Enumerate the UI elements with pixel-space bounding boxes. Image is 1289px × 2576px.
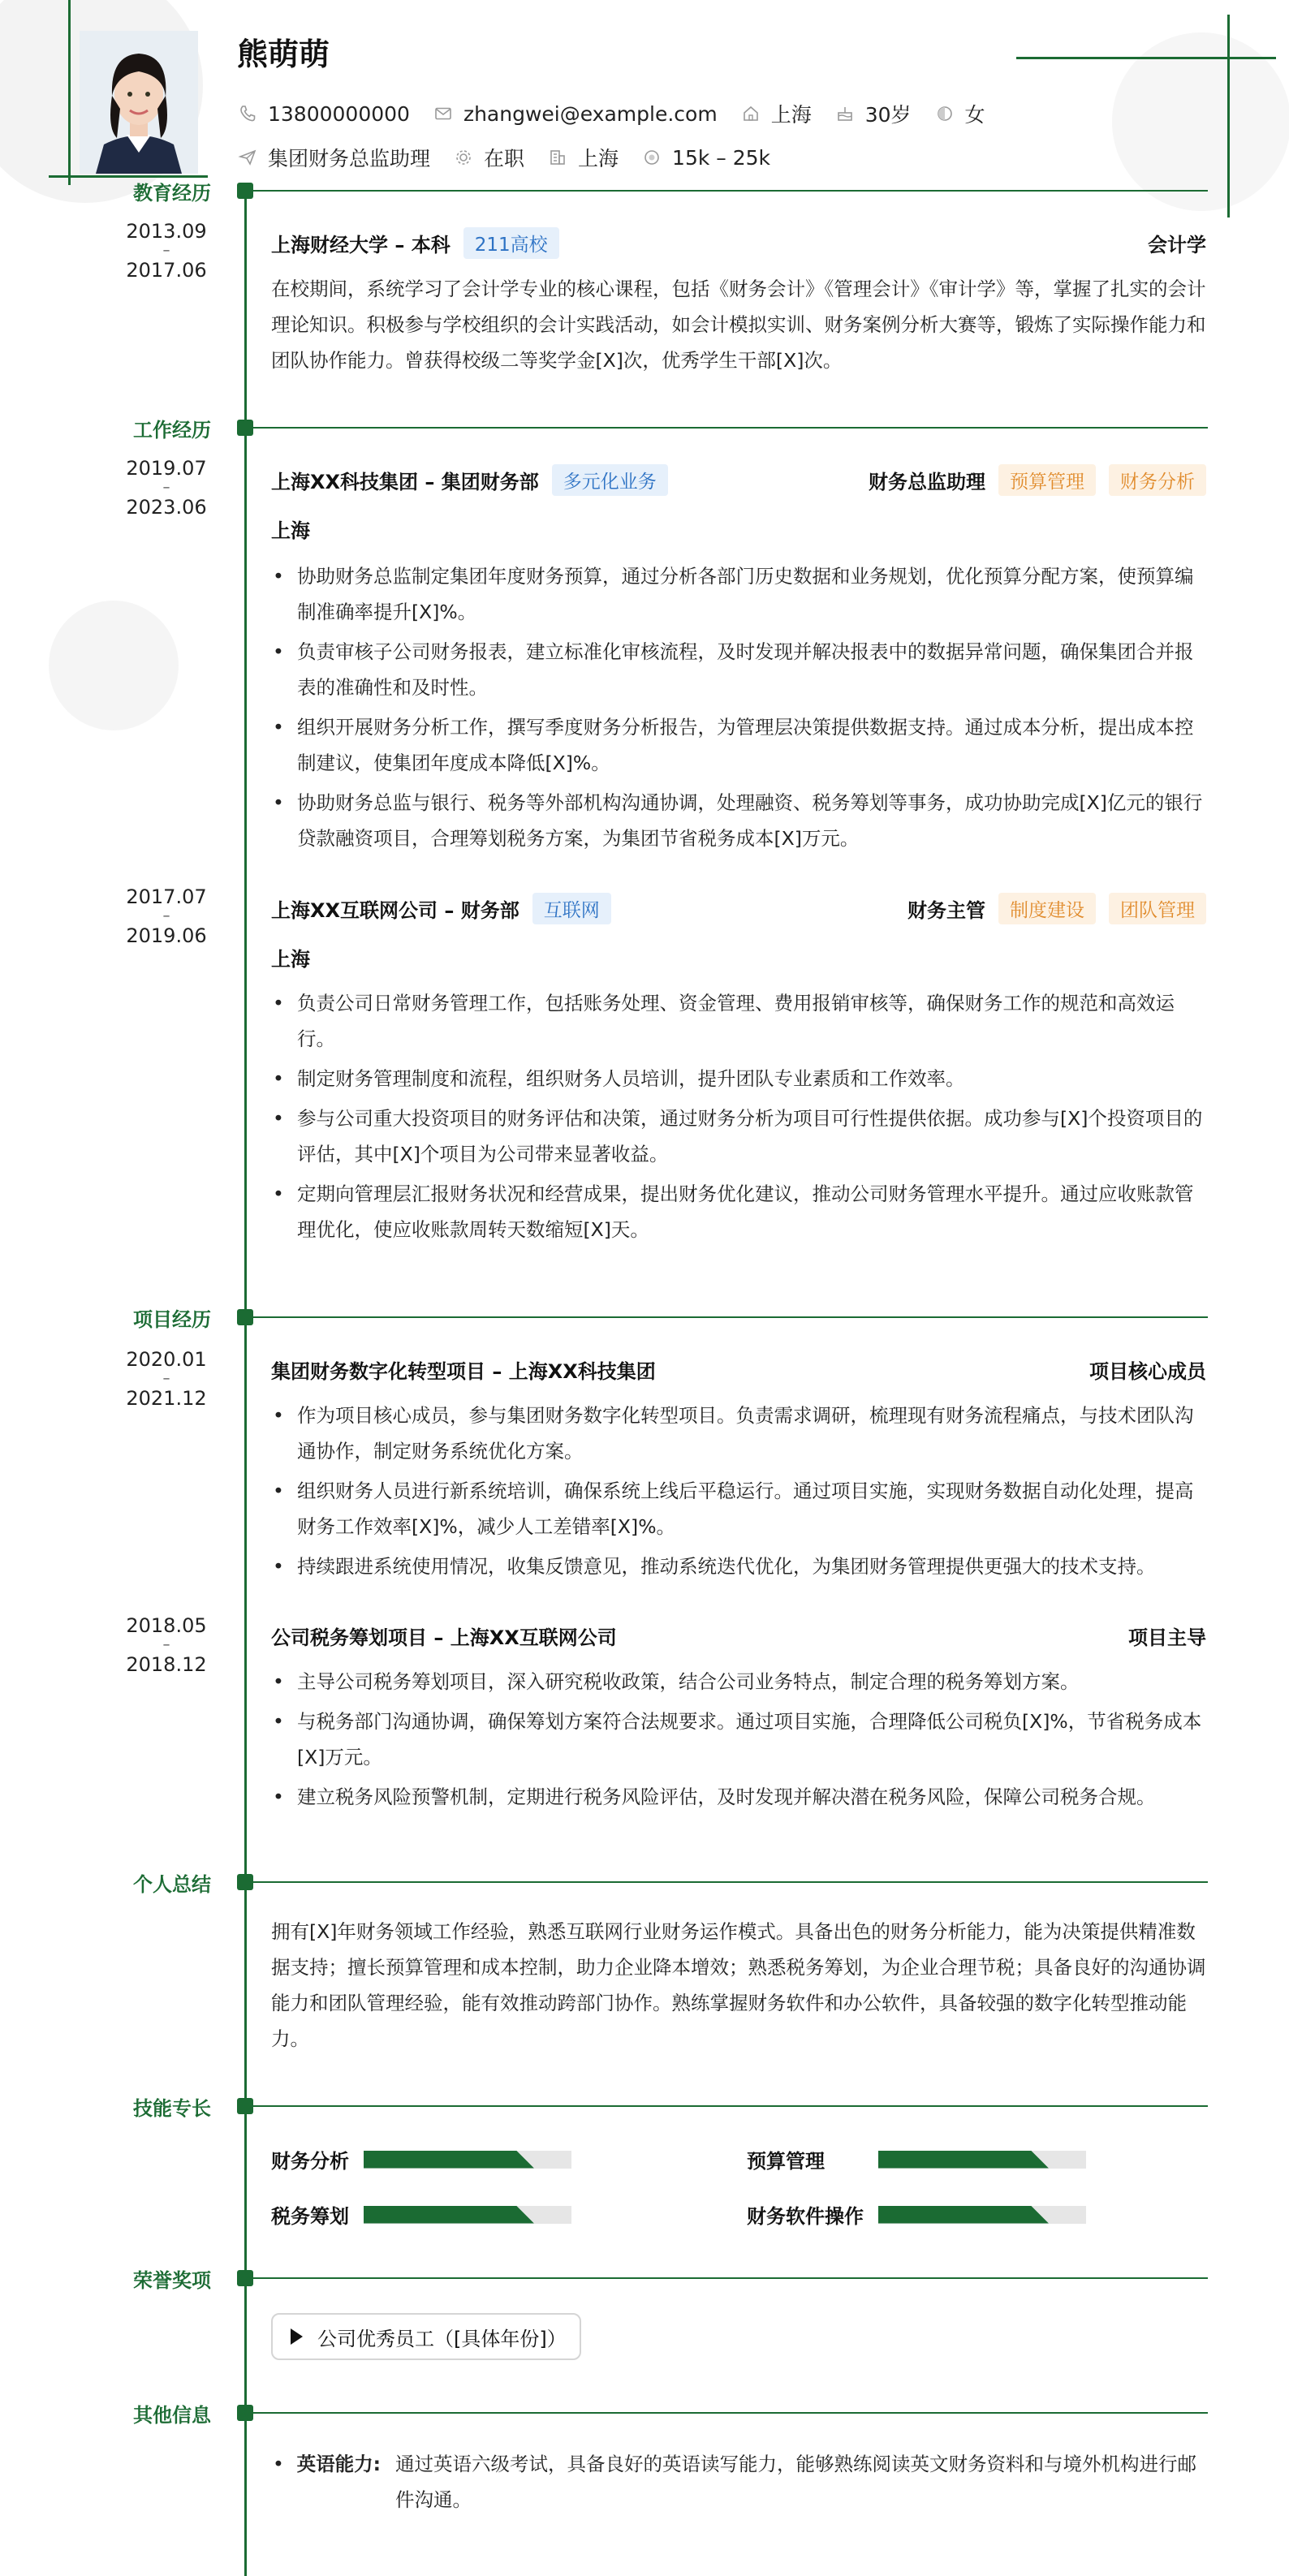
job-title: 财务主管 — [907, 899, 985, 922]
target-city-text: 上海 — [578, 147, 619, 170]
project-title: 公司税务筹划项目 – 上海XX互联网公司 — [271, 1626, 617, 1649]
section-title-education: 教育经历 — [133, 182, 211, 205]
skill-bar — [878, 2151, 1086, 2169]
skill-bar-fill — [878, 2151, 1049, 2169]
school-name: 上海财经大学 – 本科 — [271, 234, 451, 256]
home-icon — [740, 103, 761, 124]
project-header — [271, 1622, 1206, 1650]
coin-icon — [641, 147, 662, 168]
section-rule — [245, 427, 1208, 429]
work-date — [122, 456, 211, 519]
bullet: • — [273, 2453, 284, 2475]
industry-tag: 互联网 — [532, 893, 611, 924]
decor-circle — [49, 601, 179, 730]
date-end: 2018.12 — [126, 1653, 207, 1676]
skill-item — [747, 2200, 1086, 2229]
date-dash: – — [162, 242, 170, 259]
skill-tag: 团队管理 — [1109, 893, 1206, 924]
list-item: • 协助财务总监与银行、税务等外部机构沟通协调，处理融资、税务筹划等事务，成功协助完成[X]亿元的银行贷款融资项目，合理筹划税务方案，为集团节省税务成本[X]万元。 — [271, 785, 1206, 856]
project-role: 项目主导 — [1128, 1626, 1206, 1649]
major: 会计学 — [1148, 234, 1206, 256]
project-header — [271, 1355, 1206, 1384]
date-start: 2013.09 — [126, 220, 207, 243]
skill-bar-fill — [878, 2206, 1049, 2224]
date-dash: – — [162, 479, 170, 496]
decor-line — [68, 0, 71, 185]
skill-item — [747, 2145, 1086, 2173]
list-item: • 建立税务风险预警机制，定期进行税务风险评估，及时发现并解决潜在税务风险，保障公司税务合规。 — [271, 1779, 1206, 1815]
email-item — [433, 102, 718, 126]
skill-bar-fill — [364, 2151, 534, 2169]
section-title-other: 其他信息 — [133, 2404, 211, 2427]
list-item: • 协助财务总监制定集团年度财务预算，通过分析各部门历史数据和业务规划，优化预算分配方案，使预算编制准确率提升[X]%。 — [271, 558, 1206, 630]
company-name: 上海XX科技集团 – 集团财务部 — [271, 471, 539, 493]
phone-text: 13800000000 — [268, 101, 410, 126]
date-end: 2023.06 — [126, 496, 207, 519]
date-start: 2019.07 — [126, 457, 207, 480]
building-icon — [547, 147, 568, 168]
list-item: • 定期向管理层汇报财务状况和经营成果，提出财务优化建议，推动公司财务管理水平提升。通过应收账款管理优化，使应收账款周转天数缩短[X]天。 — [271, 1176, 1206, 1247]
work-header — [271, 464, 1206, 496]
honor-item[interactable] — [271, 2313, 581, 2360]
target-position-text: 集团财务总监助理 — [268, 147, 431, 170]
education-description: 在校期间，系统学习了会计学专业的核心课程，包括《财务会计》《管理会计》《审计学》等，掌握了扎实的会计理论知识。积极参与学校组织的会计实践活动，如会计模拟实训、财务案例分析大赛等，锻炼了实际操作能力和团队协作能力。曾获得校级二等奖学金[X]次，优秀学生干部[X]次。 — [271, 278, 1206, 372]
list-item: • 负责公司日常财务管理工作，包括账务处理、资金管理、费用报销审核等，确保财务工作的规范和高效运行。 — [271, 985, 1206, 1057]
skill-tag: 预算管理 — [998, 464, 1096, 496]
date-end: 2017.06 — [126, 259, 207, 282]
user-icon — [934, 103, 955, 124]
age-item — [834, 99, 912, 128]
job-title: 财务总监助理 — [869, 471, 985, 493]
status-text: 在职 — [484, 147, 525, 170]
project-role: 项目核心成员 — [1089, 1360, 1206, 1383]
list-item: • 主导公司税务筹划项目，深入研究税收政策，结合公司业务特点，制定合理的税务筹划方案。 — [271, 1664, 1206, 1699]
education-header — [271, 227, 1206, 259]
other-info-label: 英语能力: — [296, 2453, 381, 2475]
school-tag: 211高校 — [463, 227, 559, 259]
date-start: 2018.05 — [126, 1614, 207, 1637]
skill-bar — [878, 2206, 1086, 2224]
list-item: • 制定财务管理制度和流程，组织财务人员培训，提升团队专业素质和工作效率。 — [271, 1061, 1206, 1096]
work-bullets — [271, 558, 1206, 860]
list-item: • 与税务部门沟通协调，确保筹划方案符合法规要求。通过项目实施，合理降低公司税负[X]%，节省税务成本[X]万元。 — [271, 1704, 1206, 1775]
gender-item — [934, 99, 985, 128]
project-date — [122, 1613, 211, 1677]
project-bullets — [271, 1664, 1206, 1819]
decor-circle — [1112, 32, 1289, 211]
decor-line — [1227, 15, 1230, 218]
phone-item — [237, 102, 410, 126]
list-item: • 参与公司重大投资项目的财务评估和决策，通过财务分析为项目可行性提供依据。成功参与[X]个投资项目的评估，其中[X]个项目为公司带来显著收益。 — [271, 1101, 1206, 1172]
skill-bar — [364, 2151, 571, 2169]
status-item — [453, 143, 524, 172]
section-rule — [245, 1316, 1208, 1318]
send-icon — [237, 147, 258, 168]
company-name: 上海XX互联网公司 – 财务部 — [271, 899, 519, 922]
date-dash: – — [162, 907, 170, 924]
work-header — [271, 893, 1206, 924]
cake-icon — [834, 103, 856, 124]
skill-bar — [364, 2206, 571, 2224]
section-title-skills: 技能专长 — [133, 2097, 211, 2120]
section-rule — [245, 2277, 1208, 2279]
skill-name: 财务软件操作 — [747, 2205, 864, 2228]
profile-photo — [80, 31, 198, 174]
work-date — [122, 885, 211, 948]
work-location: 上海 — [271, 948, 310, 971]
skill-name: 财务分析 — [271, 2150, 349, 2173]
gear-icon — [453, 147, 474, 168]
work-bullets — [271, 985, 1206, 1251]
target-city-item — [547, 143, 619, 172]
contact-row — [237, 99, 1008, 128]
skill-name: 预算管理 — [747, 2150, 825, 2173]
skill-tag: 财务分析 — [1109, 464, 1206, 496]
date-end: 2021.12 — [126, 1387, 207, 1410]
target-position-item — [237, 143, 430, 172]
project-title: 集团财务数字化转型项目 – 上海XX科技集团 — [271, 1360, 656, 1383]
list-item: • 组织开展财务分析工作，撰写季度财务分析报告，为管理层决策提供数据支持。通过成本分析，提出成本控制建议，使集团年度成本降低[X]%。 — [271, 709, 1206, 781]
date-dash: – — [162, 1370, 170, 1387]
other-info-item — [271, 2446, 1206, 2518]
skill-item — [271, 2200, 571, 2229]
email-text: zhangwei@example.com — [463, 101, 718, 126]
honor-text: 公司优秀员工（[具体年份]） — [317, 2327, 567, 2350]
list-item: • 持续跟进系统使用情况，收集反馈意见，推动系统迭代优化，为集团财务管理提供更强大的技术支持。 — [271, 1549, 1206, 1584]
candidate-name: 熊萌萌 — [237, 37, 330, 72]
date-start: 2020.01 — [126, 1348, 207, 1371]
education-date — [122, 219, 211, 282]
section-rule — [245, 190, 1208, 192]
list-item: • 组织财务人员进行新系统培训，确保系统上线后平稳运行。通过项目实施，实现财务数据自动化处理，提高财务工作效率[X]%，减少人工差错率[X]%。 — [271, 1473, 1206, 1544]
project-bullets — [271, 1398, 1206, 1588]
section-rule — [245, 2105, 1208, 2107]
section-title-work: 工作经历 — [133, 419, 211, 442]
list-item: • 负责审核子公司财务报表，建立标准化审核流程，及时发现并解决报表中的数据异常问题，确保集团合并报表的准确性和及时性。 — [271, 634, 1206, 705]
salary-text: 15k – 25k — [672, 145, 771, 170]
personal-summary: 拥有[X]年财务领域工作经验，熟悉互联网行业财务运作模式。具备出色的财务分析能力，能为决策提供精准数据支持；擅长预算管理和成本控制，助力企业降本增效；熟悉税务筹划，为企业合理节税；具备良好的沟通协调能力和团队管理经验，能有效推动跨部门协作。熟练掌握财务软件和办公软件，具备较强的数字化转型推动能力。 — [271, 1920, 1206, 2050]
salary-item — [641, 146, 770, 170]
date-end: 2019.06 — [126, 924, 207, 947]
phone-icon — [237, 103, 258, 124]
project-date — [122, 1347, 211, 1411]
date-dash: – — [162, 1636, 170, 1653]
skill-bar-fill — [364, 2206, 534, 2224]
city-text: 上海 — [770, 103, 812, 127]
industry-tag: 多元化业务 — [552, 464, 668, 496]
work-location: 上海 — [271, 519, 310, 542]
skill-name: 税务筹划 — [271, 2205, 349, 2228]
section-title-honors: 荣誉奖项 — [133, 2269, 211, 2292]
skill-item — [271, 2145, 571, 2173]
section-rule — [245, 2412, 1208, 2414]
section-rule — [245, 1881, 1208, 1883]
section-title-projects: 项目经历 — [133, 1308, 211, 1331]
timeline-line — [244, 187, 247, 2576]
mail-icon — [433, 103, 454, 124]
gender-text: 女 — [964, 103, 985, 127]
age-text: 30岁 — [864, 103, 912, 127]
other-info-text: 通过英语六级考试，具备良好的英语读写能力，能够熟练阅读英文财务资料和与境外机构进行邮件沟通。 — [394, 2453, 1196, 2511]
skill-tag: 制度建设 — [998, 893, 1096, 924]
list-item: • 作为项目核心成员，参与集团财务数字化转型项目。负责需求调研，梳理现有财务流程痛点，与技术团队沟通协作，制定财务系统优化方案。 — [271, 1398, 1206, 1469]
city-item — [740, 99, 812, 128]
decor-line — [1016, 57, 1276, 59]
job-intent-row — [237, 143, 793, 172]
section-title-summary: 个人总结 — [133, 1873, 211, 1896]
play-icon — [291, 2328, 303, 2345]
date-start: 2017.07 — [126, 885, 207, 908]
